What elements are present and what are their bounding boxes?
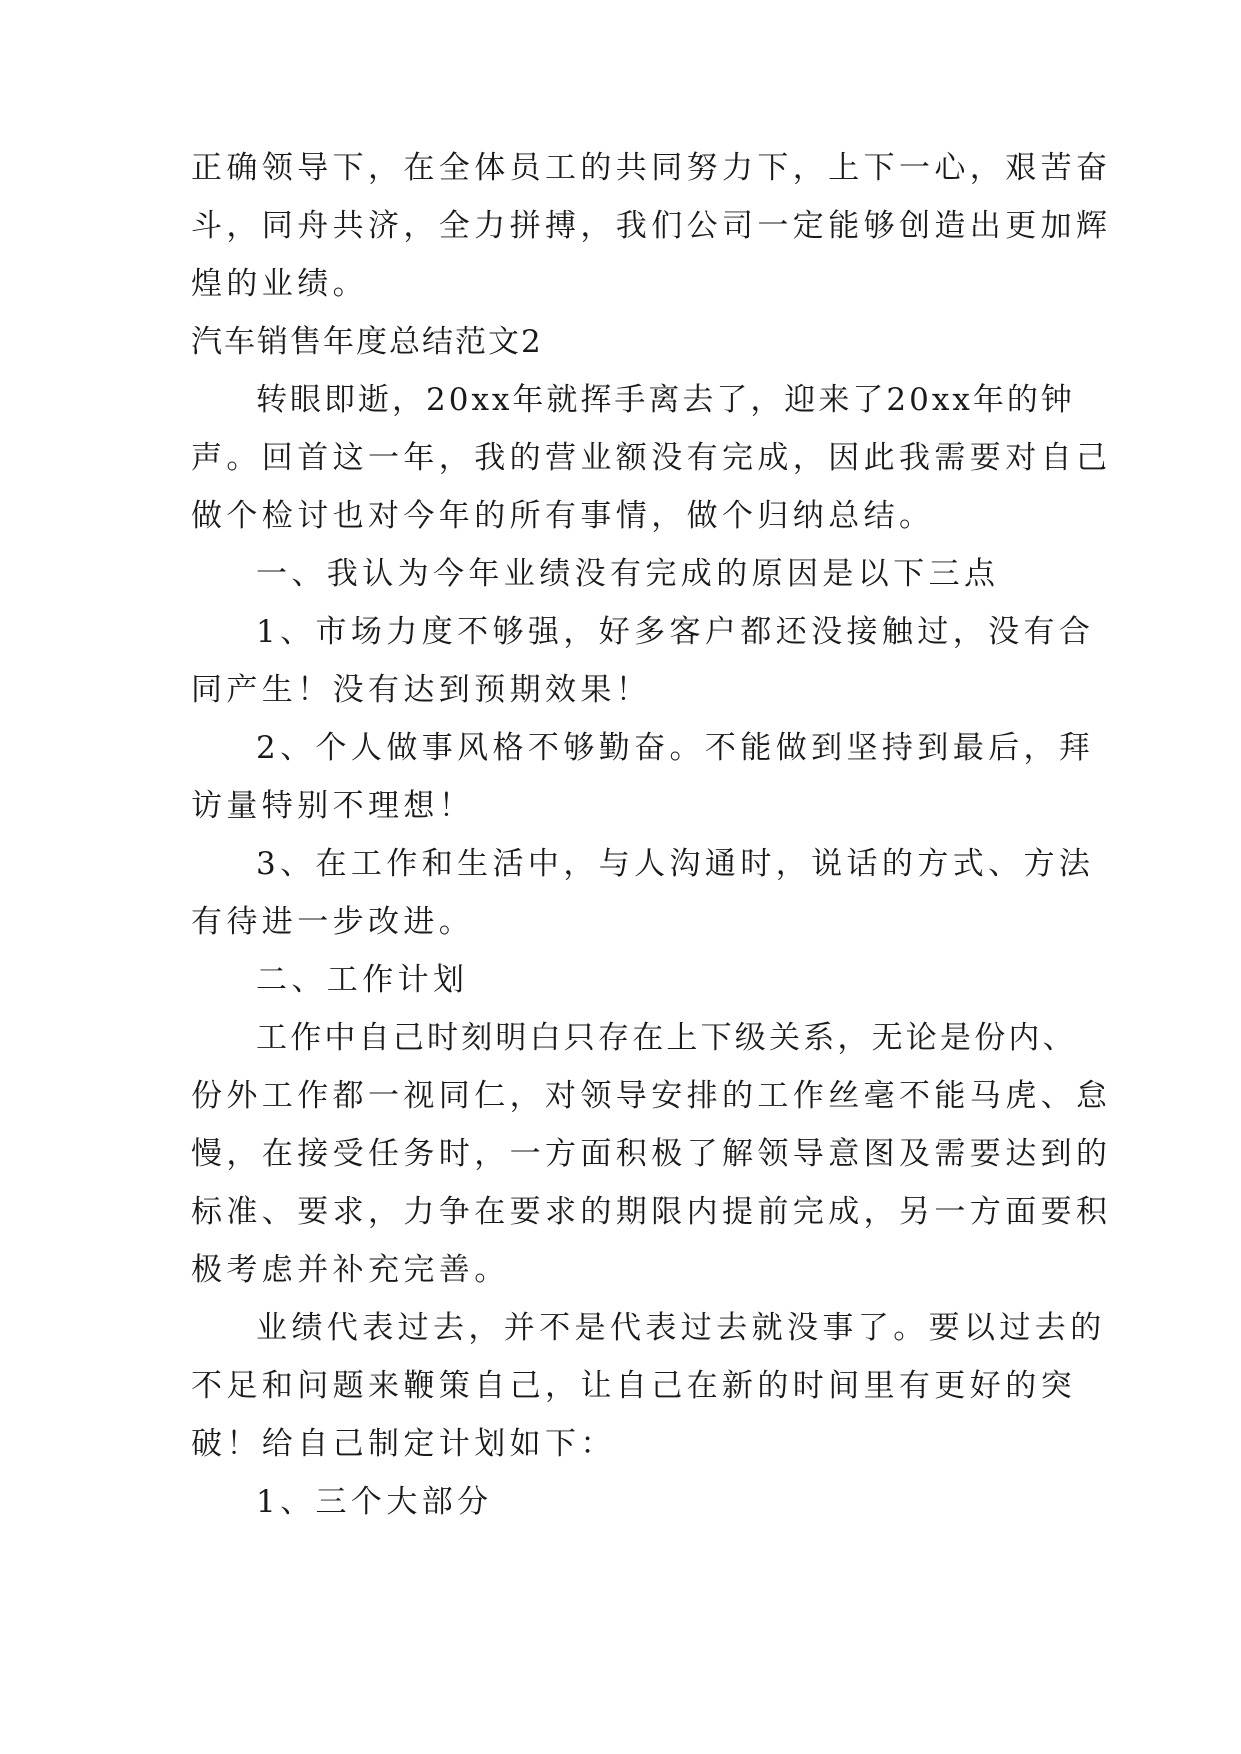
text-line: 工作中自己时刻明白只存在上下级关系，无论是份内、 (256, 1020, 1077, 1056)
text-line: 业绩代表过去，并不是代表过去就没事了。要以过去的 (256, 1310, 1106, 1346)
text-line: 一、我认为今年业绩没有完成的原因是以下三点 (256, 556, 1000, 592)
text-line: 煌的业绩。 (191, 266, 368, 302)
text-line: 3、在工作和生活中，与人沟通时，说话的方式、方法 (256, 846, 1095, 882)
text-line: 声。回首这一年，我的营业额没有完成，因此我需要对自己 (191, 440, 1112, 476)
text-line: 转眼即逝，20xx年就挥手离去了，迎来了20xx年的钟 (256, 382, 1075, 418)
text-line: 破！给自己制定计划如下： (191, 1426, 616, 1462)
text-line: 做个检讨也对今年的所有事情，做个归纳总结。 (191, 498, 935, 534)
text-line: 有待进一步改进。 (191, 904, 475, 940)
text-line: 极考虑并补充完善。 (191, 1252, 510, 1288)
text-line: 标准、要求，力争在要求的期限内提前完成，另一方面要积 (191, 1194, 1112, 1230)
text-line: 访量特别不理想！ (191, 788, 475, 824)
section-heading: 汽车销售年度总结范文2 (191, 324, 543, 360)
text-line: 斗，同舟共济，全力拼搏，我们公司一定能够创造出更加辉 (191, 208, 1112, 244)
text-line: 二、工作计划 (256, 962, 469, 998)
text-line: 同产生！没有达到预期效果！ (191, 672, 652, 708)
text-line: 不足和问题来鞭策自己，让自己在新的时间里有更好的突 (191, 1368, 1076, 1404)
text-line: 1、三个大部分 (256, 1484, 493, 1520)
text-line: 正确领导下，在全体员工的共同努力下，上下一心，艰苦奋 (191, 150, 1112, 186)
text-line: 慢，在接受任务时，一方面积极了解领导意图及需要达到的 (191, 1136, 1112, 1172)
text-line: 份外工作都一视同仁，对领导安排的工作丝毫不能马虎、怠 (191, 1078, 1112, 1114)
text-line: 1、市场力度不够强，好多客户都还没接触过，没有合 (256, 614, 1095, 650)
text-line: 2、个人做事风格不够勤奋。不能做到坚持到最后，拜 (256, 730, 1095, 766)
